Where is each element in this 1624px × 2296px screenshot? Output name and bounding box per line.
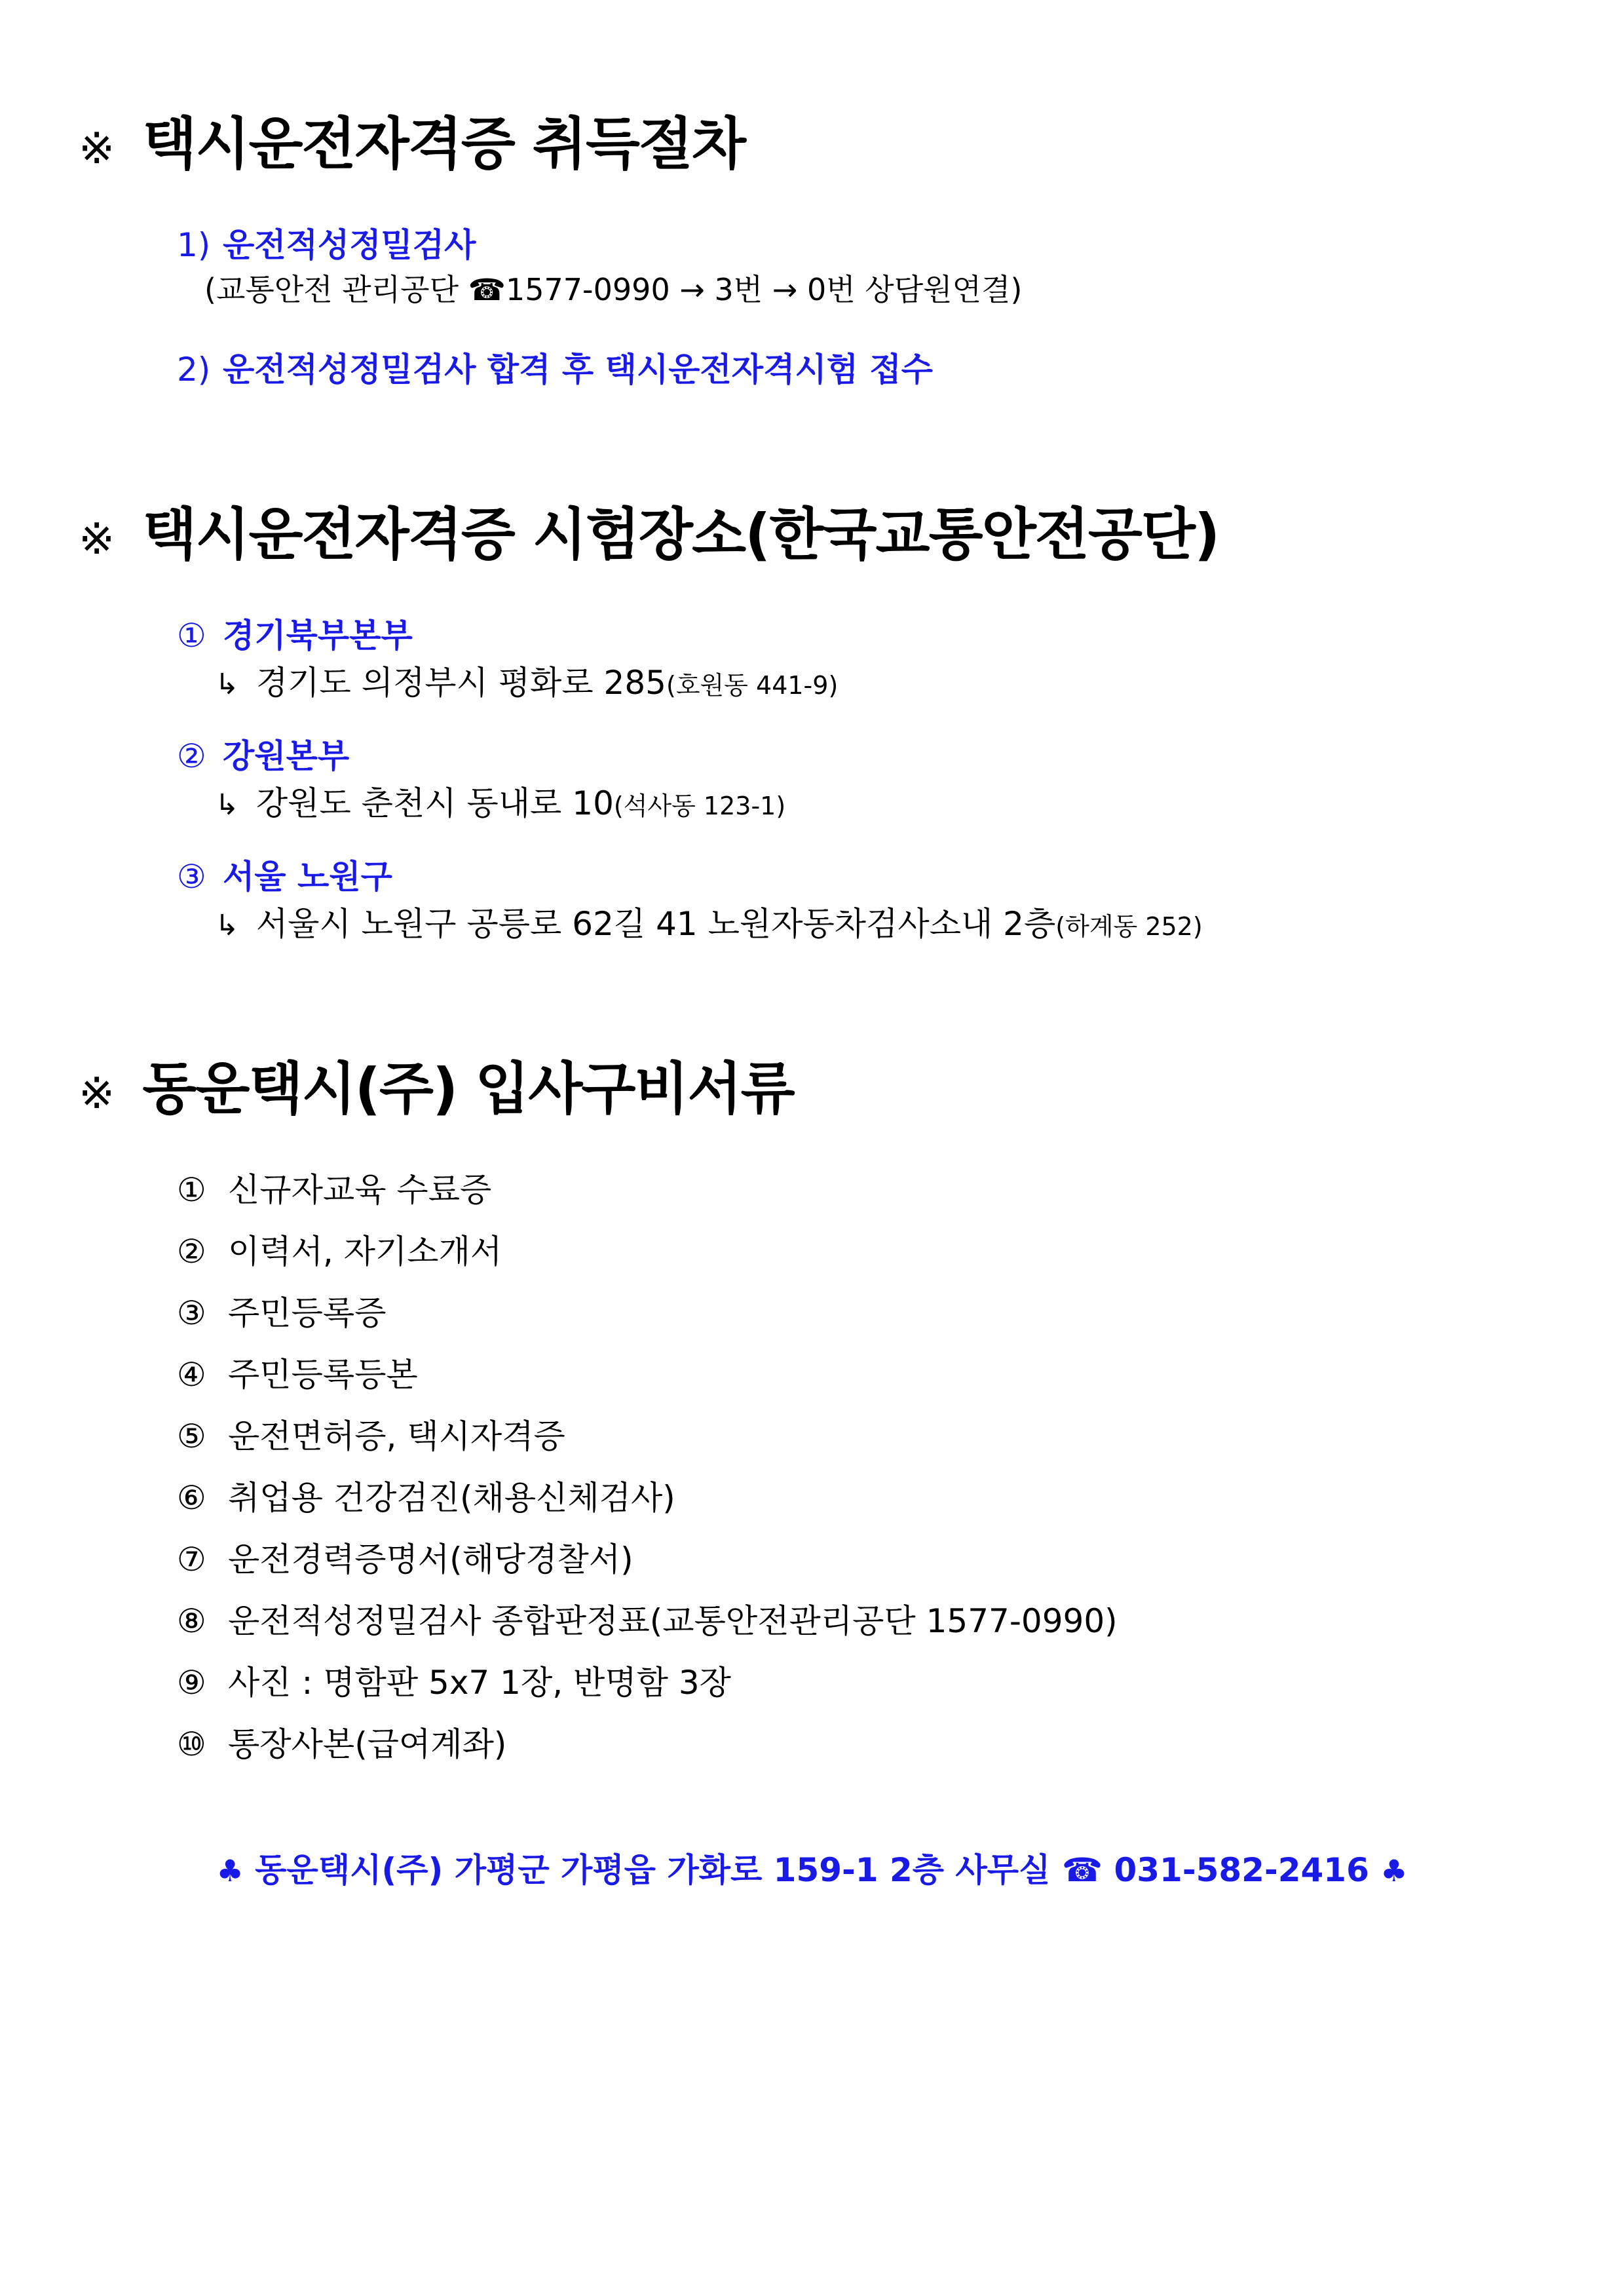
list-item bbox=[177, 343, 1545, 391]
list-item-label: 신규자교육 수료증 bbox=[228, 1171, 492, 1209]
arrow-hook-icon: ↳ bbox=[215, 909, 239, 942]
list-item bbox=[177, 1410, 1545, 1457]
list-item-label: 운전적성정밀검사 종합판정표(교통안전관리공단 1577-0990) bbox=[228, 1602, 1118, 1640]
list-item-label: 주민등록등본 bbox=[228, 1356, 418, 1394]
list-item-note-line bbox=[177, 266, 1545, 309]
address-line bbox=[215, 898, 1545, 945]
section-mark-icon: ※ bbox=[79, 123, 114, 174]
list-item-number: ④ bbox=[177, 1356, 206, 1394]
list-item-number: ⑩ bbox=[177, 1725, 206, 1763]
list-item-label: 주민등록증 bbox=[228, 1294, 387, 1332]
list-item-label: 운전적성정밀검사 합격 후 택시운전자격시험 접수 bbox=[223, 351, 933, 389]
section-heading-documents bbox=[79, 1043, 1545, 1124]
list-item-number: ③ bbox=[177, 858, 206, 896]
list-item bbox=[177, 1287, 1545, 1334]
list-item-number: ⑥ bbox=[177, 1479, 206, 1517]
list-item bbox=[177, 1164, 1545, 1211]
testsite-list bbox=[177, 609, 1545, 945]
list-item bbox=[177, 851, 1545, 898]
section-heading-procedure bbox=[79, 98, 1545, 180]
list-item bbox=[177, 1225, 1545, 1272]
address-detail: (석사동 123-1) bbox=[613, 792, 786, 820]
list-item bbox=[177, 609, 1545, 657]
list-item-number: 1) bbox=[177, 226, 211, 264]
list-item bbox=[177, 730, 1545, 777]
list-item-label: 운전적성정밀검사 bbox=[223, 226, 476, 264]
list-item bbox=[177, 1718, 1545, 1765]
address-line bbox=[215, 657, 1545, 704]
address-detail: (호원동 441-9) bbox=[666, 671, 839, 700]
list-item bbox=[177, 1533, 1545, 1580]
list-item-number: ⑧ bbox=[177, 1602, 206, 1640]
list-item-label: 취업용 건강검진(채용신체검사) bbox=[228, 1479, 675, 1517]
procedure-list bbox=[177, 219, 1545, 391]
footer-text: 동운택시(주) 가평군 가평읍 가화로 159-1 2층 사무실 ☎ 031-582-2416 bbox=[255, 1851, 1369, 1889]
section-mark-icon: ※ bbox=[79, 1068, 114, 1119]
arrow-hook-icon: ↳ bbox=[215, 788, 239, 822]
list-item bbox=[177, 1472, 1545, 1519]
list-item bbox=[177, 219, 1545, 266]
list-item-label: 강원본부 bbox=[223, 737, 350, 775]
list-item-number: 2) bbox=[177, 351, 211, 389]
list-item-number: ① bbox=[177, 1171, 206, 1209]
list-item-number: ⑨ bbox=[177, 1664, 206, 1702]
list-item-label: 통장사본(급여계좌) bbox=[228, 1725, 507, 1763]
list-item-label: 이력서, 자기소개서 bbox=[228, 1233, 502, 1271]
list-item-number: ② bbox=[177, 737, 206, 775]
list-item-label: 사진 : 명함판 5x7 1장, 반명함 3장 bbox=[228, 1664, 731, 1702]
list-item-number: ⑦ bbox=[177, 1540, 206, 1578]
footer-contact bbox=[79, 1844, 1545, 1891]
address-text: 강원도 춘천시 동내로 10 bbox=[255, 784, 614, 822]
arrow-hook-icon: ↳ bbox=[215, 668, 239, 701]
club-icon-left: ♣ bbox=[216, 1853, 244, 1888]
list-item-number: ③ bbox=[177, 1294, 206, 1332]
section-title: 택시운전자격증 시험장소 bbox=[142, 502, 746, 567]
address-detail: (하계동 252) bbox=[1055, 912, 1203, 941]
list-item-label: 운전경력증명서(해당경찰서) bbox=[228, 1540, 633, 1578]
list-item-label: 경기북부본부 bbox=[223, 617, 413, 655]
section-heading-testsite bbox=[79, 489, 1545, 570]
list-item bbox=[177, 1656, 1545, 1704]
list-item bbox=[177, 1349, 1545, 1396]
list-item bbox=[177, 1595, 1545, 1642]
section-title-sub: (한국교통안전공단) bbox=[745, 502, 1219, 567]
list-item-number: ① bbox=[177, 617, 206, 655]
list-item-label: 서울 노원구 bbox=[223, 858, 392, 896]
club-icon-right: ♣ bbox=[1380, 1853, 1408, 1888]
section-mark-icon: ※ bbox=[79, 514, 114, 564]
list-item-number: ⑤ bbox=[177, 1417, 206, 1455]
section-title: 택시운전자격증 취득절차 bbox=[142, 111, 746, 177]
address-text: 경기도 의정부시 평화로 285 bbox=[255, 664, 666, 702]
list-item-number: ② bbox=[177, 1233, 206, 1271]
section-title: 동운택시(주) 입사구비서류 bbox=[142, 1056, 794, 1122]
documents-list bbox=[177, 1164, 1545, 1765]
list-item-note: (교통안전 관리공단 ☎1577-0990 → 3번 → 0번 상담원연결) bbox=[204, 272, 1023, 307]
address-text: 서울시 노원구 공릉로 62길 41 노원자동차검사소내 2층 bbox=[255, 905, 1056, 943]
list-item-label: 운전면허증, 택시자격증 bbox=[228, 1417, 565, 1455]
address-line bbox=[215, 777, 1545, 824]
